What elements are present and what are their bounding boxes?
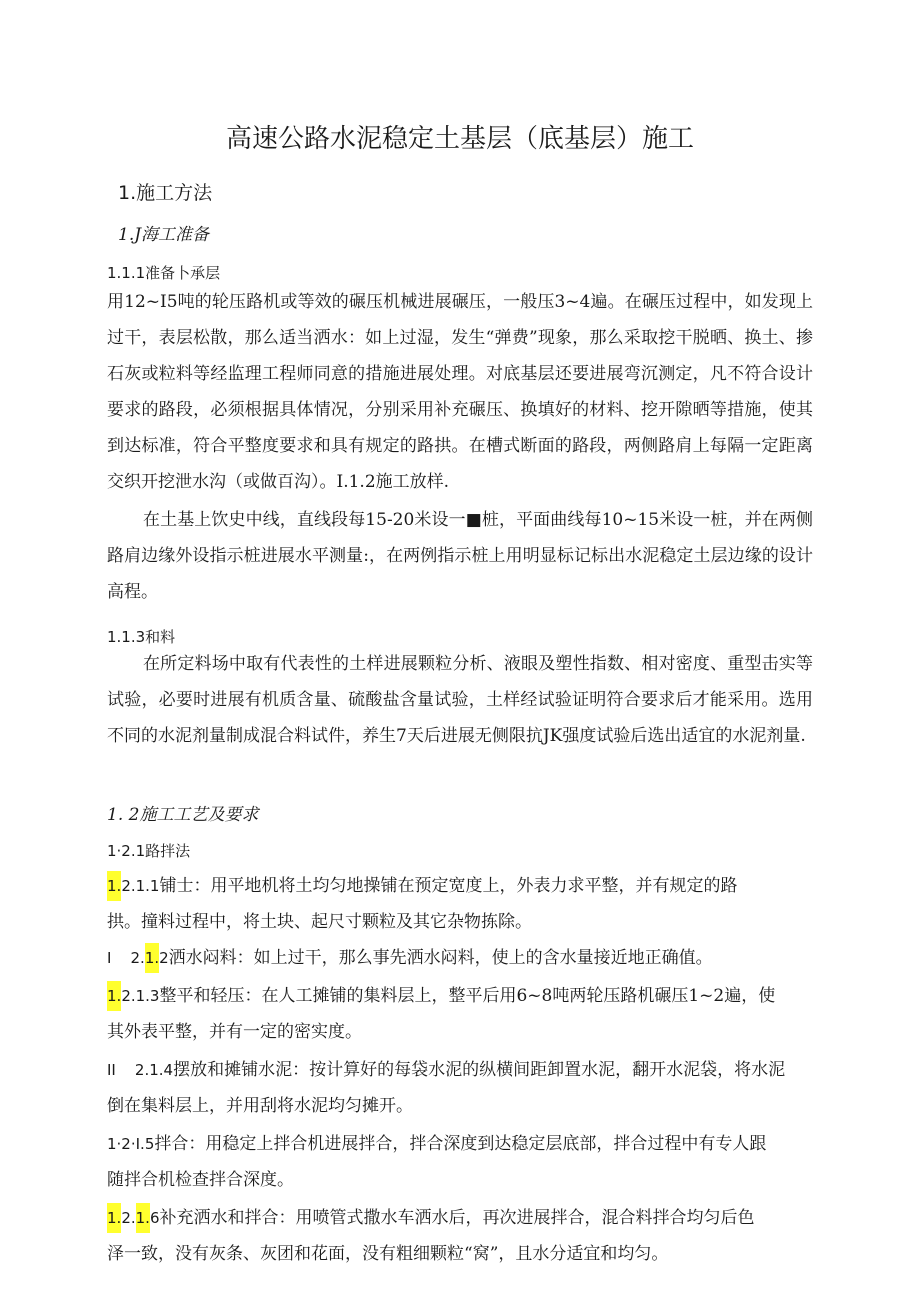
step-number: 2.1.1	[121, 877, 160, 895]
step-text: 拌合：用稳定上拌合机进展拌合，拌合深度到达稳定层底部，拌合过程中有专人跟	[154, 1134, 767, 1154]
step-1-2-1-6-line-1	[107, 1200, 817, 1236]
step-text: 洒水闷料：如上过干，那么事先洒水闷料，使上的含水量接近地正确值。	[168, 948, 713, 968]
step-number-highlight: 1.	[136, 1203, 150, 1233]
step-text: 摆放和摊铺水泥：按计算好的每袋水泥的纵横间距卸置水泥，翻开水泥袋，将水泥	[173, 1060, 786, 1080]
item-heading-1-1-3: 1.1.3和料	[107, 628, 176, 646]
step-number: 1·2·I.5	[107, 1135, 155, 1153]
step-1-2-1-5-line-1	[107, 1126, 817, 1162]
step-number-highlight: 1.	[107, 871, 121, 901]
section-heading-1: 1.施工方法	[118, 182, 213, 204]
step-number: 2	[159, 949, 169, 967]
section-heading-1-1: 1.J海工准备	[118, 225, 210, 245]
section-heading-1-2: 1. 2施工工艺及要求	[107, 805, 259, 825]
item-heading-1-2-1: 1·2.1路拌法	[107, 842, 191, 860]
step-number: 2.1.3	[121, 987, 160, 1005]
step-1-2-1-2-line-1	[107, 940, 817, 976]
step-1-2-1-3-line-1	[107, 978, 817, 1014]
step-1-2-1-1-line-2: 拱。撞料过程中，将土块、起尺寸颗粒及其它杂物拣除。	[107, 912, 532, 932]
step-text: 整平和轻压：在人工摊铺的集料层上，整平后用6~8吨两轮压路机碾压1~2遍，使	[159, 986, 776, 1006]
step-1-2-1-4-line-1	[107, 1052, 817, 1088]
step-1-2-1-3-line-2: 其外表平整，并有一定的密实度。	[107, 1022, 362, 1042]
step-number-highlight: 1.	[107, 1203, 121, 1233]
document-title: 高速公路水泥稳定土基层（底基层）施工	[225, 124, 694, 154]
paragraph-1-1-2: 在土基上饮史中线，直线段每15-20米设一■桩，平面曲线每10~15米设一桩，并在两侧路肩边缘外设指示桩进展水平测量:，在两例指示桩上用明显标记标出水泥稳定土层边缘的设计高程。	[107, 510, 813, 602]
step-1-2-1-4-line-2: 倒在集料层上，并用刮将水泥均匀摊开。	[107, 1096, 413, 1116]
item-heading-1-1-1: 1.1.1准备卜承层	[107, 264, 221, 282]
step-text: 补充洒水和拌合：用喷管式撒水车洒水后，再次进展拌合，混合料拌合均匀后色	[159, 1208, 755, 1228]
step-number: 2.	[121, 1209, 136, 1227]
step-1-2-1-6-line-2: 泽一致，没有灰条、灰团和花面，没有粗细颗粒“窝”，且水分适宜和均匀。	[107, 1244, 669, 1264]
step-number: II 2.1.4	[107, 1061, 174, 1079]
step-number-highlight: 1.	[145, 943, 159, 973]
paragraph-1-1-3: 在所定料场中取有代表性的土样进展颗粒分析、液眼及塑性指数、相对密度、重型击实等试验，必要时进展有机质含量、硫酸盐含量试验，土样经试验证明符合要求后才能采用。选用不同的水泥剂量制成混合料试件，养生7天后进展无侧限抗JK强度试验后选出适宜的水泥剂量.	[107, 654, 813, 746]
step-1-2-1-1-line-1	[107, 868, 817, 904]
step-1-2-1-5-line-2: 随拌合机检查拌合深度。	[107, 1170, 294, 1190]
step-number: I 2.	[107, 949, 145, 967]
step-number: 6	[149, 1209, 160, 1227]
step-number-highlight: 1.	[107, 981, 121, 1011]
paragraph-1-1-1: 用12~I5吨的轮压路机或等效的碾压机械进展碾压，一般压3~4遍。在碾压过程中，如发现上过干，表层松散，那么适当洒水：如上过湿，发生“弹费”现象，那么采取挖干脱晒、换土、掺石灰或粒料等经监理工程师同意的措施进展处理。对底基层还要进展弯沉测定，凡不符合设计要求的路段，必须根据具体情况，分别采用补充碾压、换填好的材料、挖开隙晒等措施，使其到达标准，符合平整度要求和具有规定的路拱。在槽式断面的路段，两侧路肩上每隔一定距离交织开挖泄水沟（或做百沟）。I.1.2施工放样.	[107, 292, 813, 492]
step-text: 铺士：用平地机将土均匀地操铺在预定宽度上，外表力求平整，并有规定的路	[159, 876, 738, 896]
